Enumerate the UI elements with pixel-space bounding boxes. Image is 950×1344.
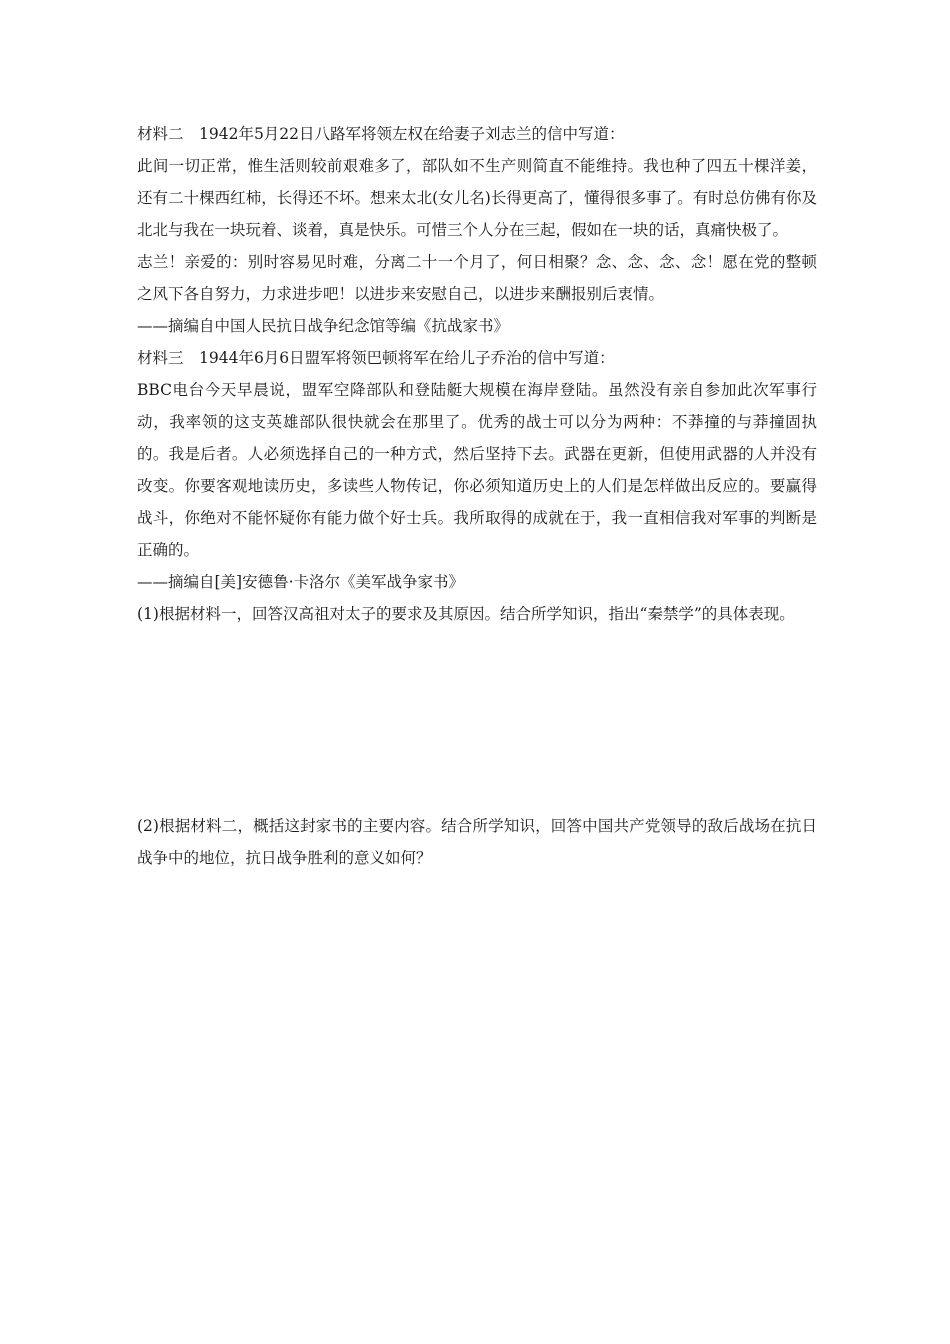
question-2: (2)根据材料二，概括这封家书的主要内容。结合所学知识，回答中国共产党领导的敌后战场在抗日战争中的地位，抗日战争胜利的意义如何？ [137, 817, 817, 867]
material3-heading: 材料三 1944年6月6日盟军将领巴顿将军在给儿子乔治的信中写道： [137, 349, 615, 367]
material2-paragraph-1: 此间一切正常，惟生活则较前艰难多了，部队如不生产则简直不能维持。我也种了四五十棵洋姜，还有二十棵西红柿，长得还不坏。想来太北(女儿名)长得更高了，懂得很多事了。有时总仿佛有你及北北与我在一块玩着、谈着，真是快乐。可惜三个人分在三起，假如在一块的话，真痛快极了。 [137, 157, 817, 239]
material2-heading: 材料二 1942年5月22日八路军将领左权在给妻子刘志兰的信中写道： [137, 125, 625, 143]
answer-space-1 [137, 630, 817, 810]
material3-paragraph-1: BBC电台今天早晨说，盟军空降部队和登陆艇大规模在海岸登陆。虽然没有亲自参加此次军事行动，我率领的这支英雄部队很快就会在那里了。优秀的战士可以分为两种：不莽撞的与莽撞固执的。我是后者。人必须选择自己的一种方式，然后坚持下去。武器在更新，但使用武器的人并没有改变。你要客观地读历史，多读些人物传记，你必须知道历史上的人们是怎样做出反应的。要赢得战斗，你绝对不能怀疑你有能力做个好士兵。我所取得的成就在于，我一直相信我对军事的判断是正确的。 [137, 381, 817, 559]
material3-source: ——摘编自[美]安德鲁·卡洛尔《美军战争家书》 [137, 573, 465, 591]
material2-paragraph-2: 志兰！亲爱的：别时容易见时难，分离二十一个月了，何日相聚？念、念、念、念！愿在党的整顿之风下各自努力，力求进步吧！以进步来安慰自己，以进步来酬报别后衷情。 [137, 253, 817, 303]
material2-source: ——摘编自中国人民抗日战争纪念馆等编《抗战家书》 [137, 317, 510, 335]
question-1: (1)根据材料一，回答汉高祖对太子的要求及其原因。结合所学知识，指出“秦禁学”的具体表现。 [137, 605, 795, 623]
document-page [137, 118, 817, 874]
